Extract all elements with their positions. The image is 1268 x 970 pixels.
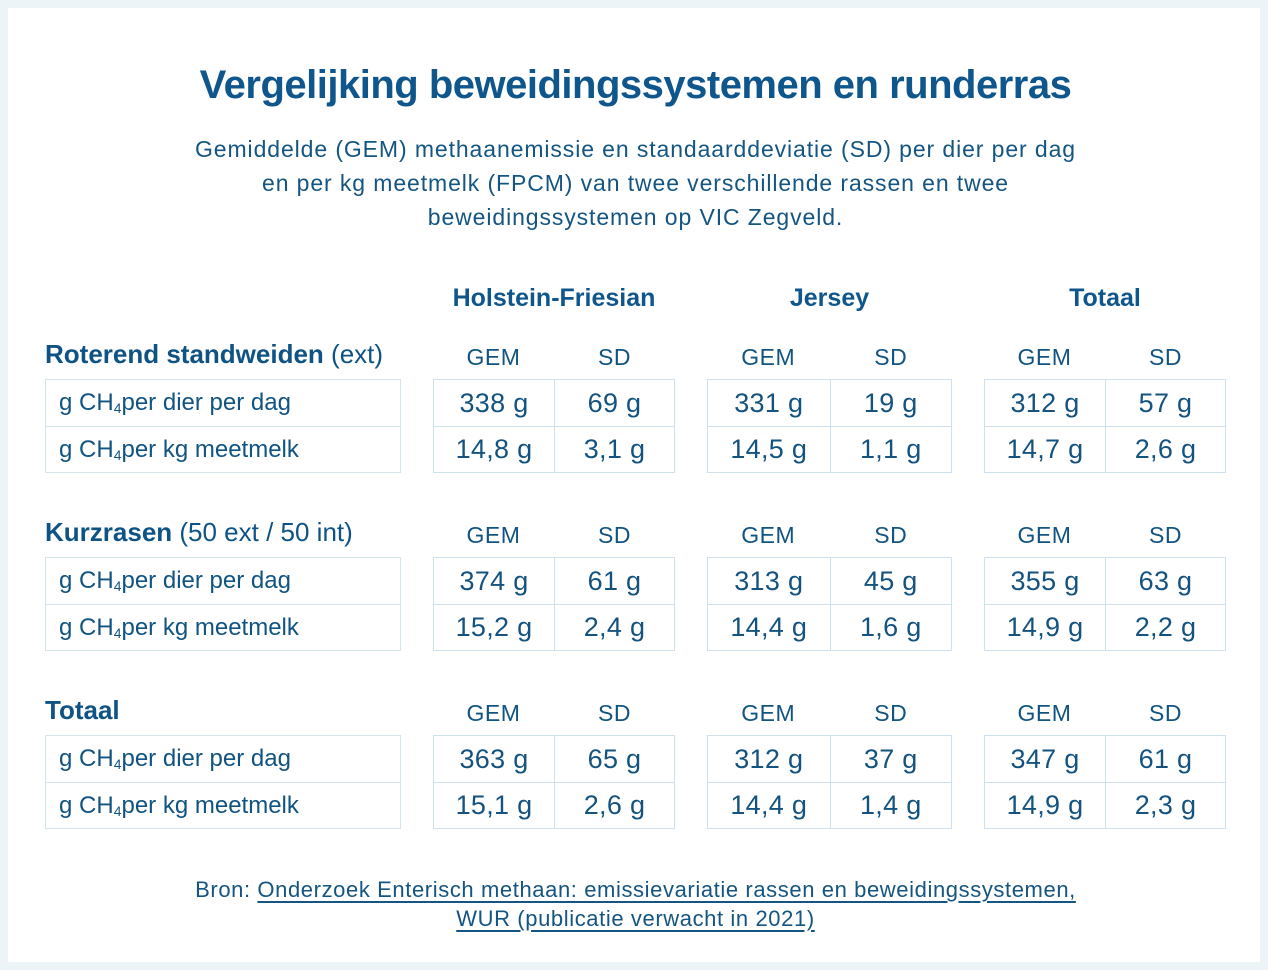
- section-title-bold: Totaal: [45, 695, 120, 725]
- section-kurzrasen: [45, 517, 1226, 651]
- breed-header-jersey: Jersey: [789, 284, 870, 312]
- cell-totaal-sd: 2,2 g: [1105, 604, 1225, 650]
- cell-hf-sd: 2,4 g: [554, 604, 674, 650]
- cell-hf-gem: 14,8 g: [434, 426, 554, 472]
- measure-label-sd: SD: [598, 344, 631, 370]
- row-label-per-dier-per-dag: g CH $_4$ per dier per dag: [59, 745, 291, 772]
- page-subtitle: [45, 132, 1226, 234]
- row-label-per-kg-meetmelk: g CH $_4$ per kg meetmelk: [46, 782, 400, 828]
- cell-hf-gem: 15,2 g: [434, 604, 554, 650]
- measure-label-sd: SD: [874, 700, 908, 726]
- measure-labels-hf: [433, 522, 675, 549]
- measure-labels-totaal: [984, 700, 1226, 727]
- section-body: [45, 557, 1226, 651]
- measure-labels-jersey: [707, 344, 952, 371]
- measure-label-gem: GEM: [741, 522, 796, 548]
- measure-label-gem: GEM: [466, 522, 521, 548]
- measure-labels-jersey: [707, 522, 952, 549]
- cell-totaal-sd: 2,3 g: [1105, 782, 1225, 828]
- cell-jersey-gem: 331 g: [734, 387, 804, 418]
- measure-labels-totaal: [984, 344, 1226, 371]
- section-title-note: (50 ext / 50 int): [172, 517, 353, 547]
- cell-totaal-gem: 14,7 g: [985, 426, 1105, 472]
- cell-jersey-sd: 1,6 g: [830, 604, 952, 650]
- value-group-holstein-friesian: [433, 735, 675, 829]
- infographic-card: [8, 8, 1260, 962]
- measure-label-gem: GEM: [741, 344, 796, 370]
- section-totaal: [45, 695, 1226, 829]
- section-header-row: [45, 339, 1226, 371]
- cell-jersey-gem: 14,4 g: [708, 782, 830, 828]
- measure-label-sd: SD: [874, 344, 908, 370]
- section-header-row: [45, 695, 1226, 727]
- measure-label-gem: GEM: [741, 700, 796, 726]
- cell-jersey-sd: 1,4 g: [830, 782, 952, 828]
- row-label-block: [45, 735, 401, 829]
- measure-labels-hf: [433, 344, 675, 371]
- cell-totaal-gem: 312 g: [1010, 387, 1080, 418]
- cell-hf-sd: 2,6 g: [554, 782, 674, 828]
- measure-label-sd: SD: [598, 700, 631, 726]
- measure-label-sd: SD: [1149, 344, 1182, 370]
- cell-totaal-gem: 14,9 g: [985, 604, 1105, 650]
- subtitle-line: Gemiddelde (GEM) methaanemissie en standaarddeviatie (SD) per dier per dag: [195, 136, 1076, 162]
- cell-totaal-sd: 57 g: [1105, 380, 1225, 426]
- row-label-per-kg-meetmelk: g CH $_4$ per kg meetmelk: [46, 604, 400, 650]
- section-header-row: [45, 517, 1226, 549]
- section-title: [45, 339, 401, 371]
- cell-hf-gem: 338 g: [459, 387, 529, 418]
- cell-jersey-sd: 19 g: [830, 380, 952, 426]
- value-group-jersey: [707, 379, 952, 473]
- cell-totaal-gem: 347 g: [1010, 743, 1080, 774]
- value-group-holstein-friesian: [433, 379, 675, 473]
- row-label-per-kg-meetmelk: g CH $_4$ per kg meetmelk: [46, 426, 400, 472]
- section-title: [45, 695, 401, 727]
- cell-hf-sd: 3,1 g: [554, 426, 674, 472]
- measure-labels-hf: [433, 700, 675, 727]
- cell-jersey-gem: 312 g: [734, 743, 804, 774]
- measure-labels-jersey: [707, 700, 952, 727]
- value-group-jersey: [707, 557, 952, 651]
- measure-label-gem: GEM: [1017, 700, 1072, 726]
- cell-totaal-sd: 2,6 g: [1105, 426, 1225, 472]
- row-label-block: [45, 557, 401, 651]
- section-body: [45, 379, 1226, 473]
- section-title-bold: Kurzrasen: [45, 517, 173, 547]
- measure-label-sd: SD: [1149, 700, 1182, 726]
- section-roterend-standweiden: [45, 339, 1226, 473]
- cell-jersey-gem: 14,4 g: [708, 604, 830, 650]
- source-line: [45, 875, 1226, 933]
- cell-jersey-sd: 1,1 g: [830, 426, 952, 472]
- measure-label-gem: GEM: [466, 344, 521, 370]
- cell-hf-gem: 374 g: [459, 565, 529, 596]
- value-group-totaal: [984, 735, 1226, 829]
- subtitle-line: en per kg meetmelk (FPCM) van twee verschillende rassen en twee: [262, 170, 1009, 196]
- section-title-bold: Roterend standweiden: [45, 339, 324, 369]
- measure-label-gem: GEM: [1017, 522, 1072, 548]
- value-group-totaal: [984, 379, 1226, 473]
- value-group-jersey: [707, 735, 952, 829]
- subtitle-line: beweidingssystemen op VIC Zegveld.: [427, 204, 844, 230]
- measure-labels-totaal: [984, 522, 1226, 549]
- section-title: [45, 517, 401, 549]
- value-group-holstein-friesian: [433, 557, 675, 651]
- cell-jersey-gem: 313 g: [734, 565, 804, 596]
- section-body: [45, 735, 1226, 829]
- cell-totaal-sd: 63 g: [1105, 558, 1225, 604]
- cell-totaal-gem: 14,9 g: [985, 782, 1105, 828]
- row-label-per-dier-per-dag: g CH $_4$ per dier per dag: [59, 567, 291, 594]
- measure-label-sd: SD: [598, 522, 631, 548]
- cell-jersey-sd: 45 g: [830, 558, 952, 604]
- source-link[interactable]: WUR (publicatie verwacht in 2021): [456, 906, 815, 931]
- cell-hf-sd: 65 g: [554, 736, 674, 782]
- cell-totaal-sd: 61 g: [1105, 736, 1225, 782]
- cell-hf-sd: 61 g: [554, 558, 674, 604]
- cell-totaal-gem: 355 g: [1010, 565, 1080, 596]
- source-link[interactable]: Onderzoek Enterisch methaan: emissievariatie rassen en beweidingssystemen,: [257, 877, 1076, 902]
- row-label-per-dier-per-dag: g CH $_4$ per dier per dag: [59, 389, 291, 416]
- value-group-totaal: [984, 557, 1226, 651]
- breed-header-totaal: Totaal: [1069, 284, 1141, 312]
- cell-hf-gem: 15,1 g: [434, 782, 554, 828]
- cell-hf-sd: 69 g: [554, 380, 674, 426]
- source-prefix: Bron:: [195, 877, 258, 902]
- breed-header-holstein-friesian: Holstein-Friesian: [452, 284, 656, 312]
- page-title: Vergelijking beweidingssystemen en runderras: [199, 63, 1072, 107]
- breed-header-row: [45, 284, 1226, 315]
- cell-jersey-gem: 14,5 g: [708, 426, 830, 472]
- cell-hf-gem: 363 g: [459, 743, 529, 774]
- cell-jersey-sd: 37 g: [830, 736, 952, 782]
- section-title-note: (ext): [323, 339, 384, 369]
- measure-label-sd: SD: [874, 522, 908, 548]
- measure-label-gem: GEM: [466, 700, 521, 726]
- row-label-block: [45, 379, 401, 473]
- measure-label-gem: GEM: [1017, 344, 1072, 370]
- measure-label-sd: SD: [1149, 522, 1182, 548]
